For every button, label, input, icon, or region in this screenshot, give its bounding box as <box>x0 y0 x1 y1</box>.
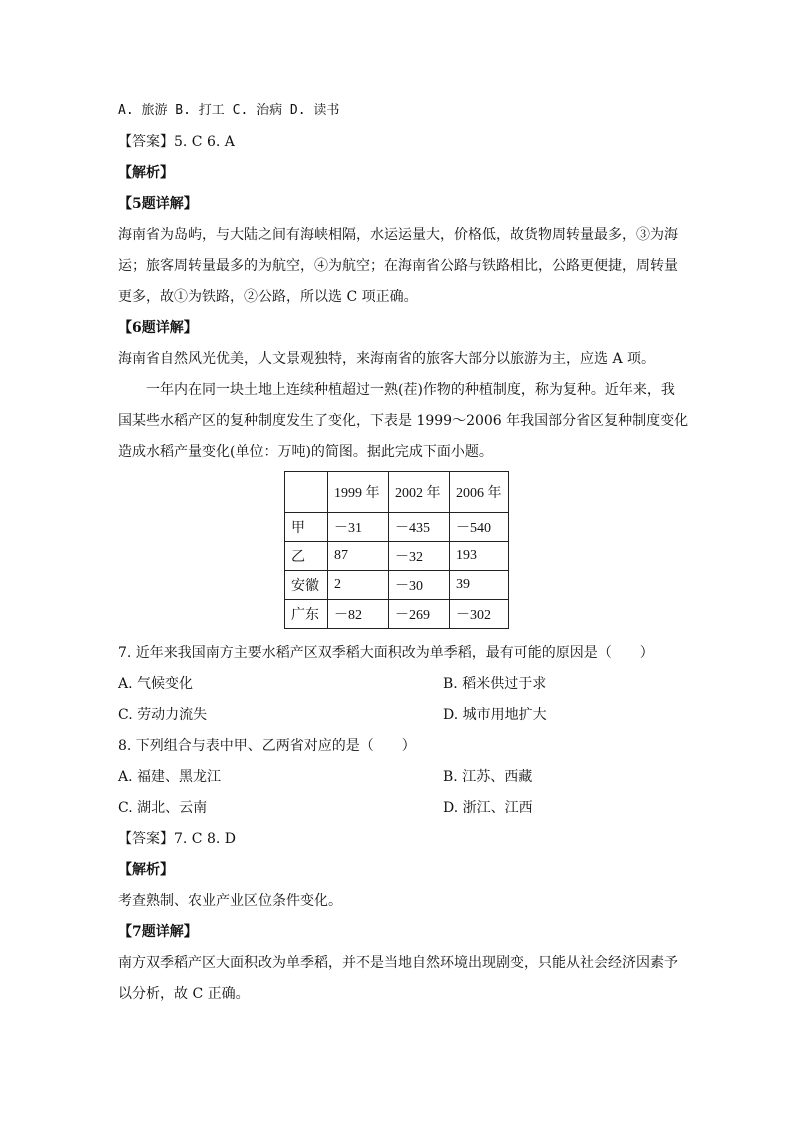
table-header-row <box>285 472 509 513</box>
table-cell: －540 <box>450 513 509 542</box>
intro-line-1: 一年内在同一块土地上连续种植超过一熟(茬)作物的种植制度，称为复种。近年来，我 <box>118 382 675 398</box>
table-cell: 乙 <box>285 542 328 571</box>
intro-line-2: 国某些水稻产区的复种制度发生了变化，下表是 1999～2006 年我国部分省区复种制度变化 <box>118 413 689 429</box>
table-row <box>285 571 509 600</box>
detail-5-line-3: 更多，故①为铁路，②公路，所以选 C 项正确。 <box>118 289 418 305</box>
question-8-option-c: C. 湖北、云南 <box>118 800 208 816</box>
table-cell: －32 <box>389 542 450 571</box>
analysis-2-line: 考查熟制、农业产业区位条件变化。 <box>118 893 342 909</box>
table-cell: －31 <box>328 513 389 542</box>
question-7-option-a: A. 气候变化 <box>118 676 194 692</box>
analysis-heading-1: 【解析】 <box>118 165 174 181</box>
answer-5-6: 【答案】5. C 6. A <box>118 134 235 150</box>
answer-7-8: 【答案】7. C 8. D <box>118 831 237 847</box>
intro-line-3: 造成水稻产量变化(单位：万吨)的简图。据此完成下面小题。 <box>118 444 493 460</box>
question-8-option-d: D. 浙江、江西 <box>443 800 533 816</box>
detail-5-line-2: 运；旅客周转量最多的为航空，④为航空；在海南省公路与铁路相比，公路更便捷，周转量 <box>118 258 678 274</box>
question-8-option-a: A. 福建、黑龙江 <box>118 769 222 785</box>
rice-yield-table <box>284 471 509 629</box>
table-header-cell: 1999 年 <box>328 472 389 513</box>
table-header-cell: 2006 年 <box>450 472 509 513</box>
question-8-option-b: B. 江苏、西藏 <box>443 769 533 785</box>
question-7-option-d: D. 城市用地扩大 <box>443 707 547 723</box>
analysis-heading-2: 【解析】 <box>118 862 174 878</box>
table-cell: 2 <box>328 571 389 600</box>
table-cell: －30 <box>389 571 450 600</box>
question-8-stem: 8. 下列组合与表中甲、乙两省对应的是（ ） <box>118 738 416 754</box>
table-cell: －435 <box>389 513 450 542</box>
detail-7-line-1: 南方双季稻产区大面积改为单季稻，并不是当地自然环境出现剧变，只能从社会经济因素予 <box>118 955 678 971</box>
q4-options: A. 旅游 B. 打工 C. 治病 D. 读书 <box>118 103 340 118</box>
detail-5-heading: 【5题详解】 <box>118 196 198 212</box>
detail-6-heading: 【6题详解】 <box>118 320 198 336</box>
table-header-cell <box>285 472 328 513</box>
table-cell: －269 <box>389 600 450 629</box>
question-7-stem: 7. 近年来我国南方主要水稻产区双季稻大面积改为单季稻，最有可能的原因是（ ） <box>118 645 654 661</box>
table-cell: 甲 <box>285 513 328 542</box>
table-row <box>285 513 509 542</box>
table-cell: 安徽 <box>285 571 328 600</box>
table-header-cell: 2002 年 <box>389 472 450 513</box>
table-cell: 87 <box>328 542 389 571</box>
detail-7-line-2: 以分析，故 C 正确。 <box>118 986 250 1002</box>
table-row <box>285 542 509 571</box>
table-cell: 39 <box>450 571 509 600</box>
table-cell: －82 <box>328 600 389 629</box>
question-7-option-b: B. 稻米供过于求 <box>443 676 547 692</box>
detail-7-heading: 【7题详解】 <box>118 924 198 940</box>
detail-5-line-1: 海南省为岛屿，与大陆之间有海峡相隔，水运运量大，价格低，故货物周转量最多，③为海 <box>118 227 678 243</box>
table-cell: 193 <box>450 542 509 571</box>
question-7-option-c: C. 劳动力流失 <box>118 707 208 723</box>
table-cell: －302 <box>450 600 509 629</box>
detail-6-line: 海南省自然风光优美，人文景观独特，来海南省的旅客大部分以旅游为主，应选 A 项。 <box>118 351 656 367</box>
table-cell: 广东 <box>285 600 328 629</box>
table-row <box>285 600 509 629</box>
